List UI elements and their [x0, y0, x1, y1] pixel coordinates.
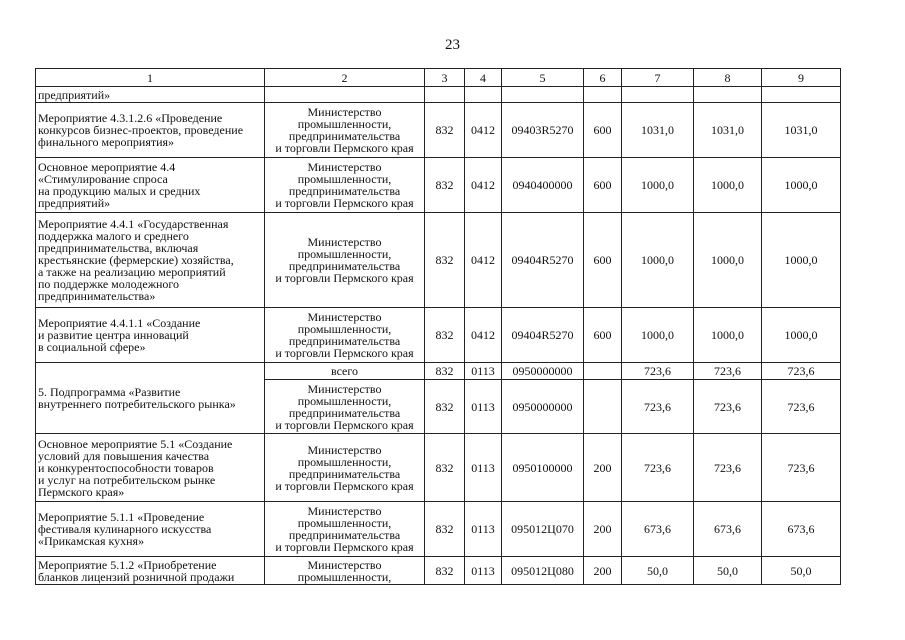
cell-c4: 0113 — [465, 434, 502, 502]
cell-c5: 09404R5270 — [502, 213, 584, 308]
cell-c5: 0940400000 — [502, 158, 584, 213]
cell-c8: 50,0 — [694, 557, 762, 585]
cell-c7: 50,0 — [622, 557, 694, 585]
row-name: Мероприятие 5.1.2 «Приобретение бланков лицензий розничной продажи — [38, 557, 235, 584]
cell-c9: 673,6 — [762, 502, 841, 557]
table-row — [36, 434, 841, 502]
col-header: 6 — [584, 69, 622, 87]
row-org: Министерство промышленности, предпринимательства и торговли Пермского края — [275, 504, 414, 554]
header-row — [36, 69, 841, 87]
cell-c5: 095012Ц070 — [502, 502, 584, 557]
cell-c3: 832 — [425, 363, 465, 380]
cell-c3: 832 — [425, 502, 465, 557]
cell-c7: 1000,0 — [622, 158, 694, 213]
cell-c9: 1000,0 — [762, 213, 841, 308]
cell-c7: 673,6 — [622, 502, 694, 557]
cell-c6 — [584, 363, 622, 380]
cell-c3: 832 — [425, 308, 465, 363]
col-header: 2 — [265, 69, 425, 87]
cell-c3: 832 — [425, 434, 465, 502]
col-header: 7 — [622, 69, 694, 87]
cell-c3: 832 — [425, 557, 465, 585]
cell-c9: 1000,0 — [762, 158, 841, 213]
row-name: Мероприятие 5.1.1 «Проведение фестиваля кулинарного искусства «Прикамская кухня» — [38, 510, 212, 548]
cell-c5: 0950100000 — [502, 434, 584, 502]
col-header: 5 — [502, 69, 584, 87]
cell-c8: 673,6 — [694, 502, 762, 557]
col-header: 1 — [36, 69, 265, 87]
cell-c5: 0950000000 — [502, 363, 584, 380]
table-row — [36, 557, 841, 585]
row-name: предприятий» — [36, 87, 265, 103]
cell-c7: 1000,0 — [622, 213, 694, 308]
cell-c6: 600 — [584, 308, 622, 363]
cell-c6 — [584, 380, 622, 434]
row-name: Основное мероприятие 4.4 «Стимулирование спроса на продукцию малых и средних предприятий» — [38, 160, 201, 210]
cell-c4: 0412 — [465, 103, 502, 158]
cell-c3: 832 — [425, 158, 465, 213]
cell-c3: 832 — [425, 213, 465, 308]
cell-c8: 1031,0 — [694, 103, 762, 158]
row-org: Министерство промышленности, предпринимательства и торговли Пермского края — [275, 160, 414, 210]
col-header: 4 — [465, 69, 502, 87]
row-org: Министерство промышленности, предпринимательства и торговли Пермского края — [275, 105, 414, 155]
cell-c4: 0113 — [465, 380, 502, 434]
cell-c5: 09403R5270 — [502, 103, 584, 158]
col-header: 3 — [425, 69, 465, 87]
table-row — [36, 213, 841, 308]
cell-c7: 723,6 — [622, 434, 694, 502]
cell-c8: 1000,0 — [694, 308, 762, 363]
cell-c6: 600 — [584, 103, 622, 158]
cell-c5: 09404R5270 — [502, 308, 584, 363]
cell-c9: 1000,0 — [762, 308, 841, 363]
cell-c7: 1000,0 — [622, 308, 694, 363]
cell-c5: 0950000000 — [502, 380, 584, 434]
cell-c6: 600 — [584, 213, 622, 308]
cell-c8: 1000,0 — [694, 213, 762, 308]
budget-table — [35, 68, 841, 585]
cell-c8: 723,6 — [694, 380, 762, 434]
table-row — [36, 363, 841, 380]
table-row — [36, 308, 841, 363]
cell-c4: 0113 — [465, 502, 502, 557]
cell-c6: 600 — [584, 158, 622, 213]
table-row — [36, 502, 841, 557]
cell-c7: 723,6 — [622, 363, 694, 380]
row-org: Министерство промышленности, — [297, 557, 392, 584]
row-name: Основное мероприятие 5.1 «Создание условий для повышения качества и конкурентоспособности товаров и услуг на потребительском рынке Пермского края» — [38, 436, 233, 499]
cell-c4: 0113 — [465, 557, 502, 585]
row-org: Министерство промышленности, предпринимательства и торговли Пермского края — [275, 310, 414, 360]
cell-c7: 723,6 — [622, 380, 694, 434]
cell-c4: 0113 — [465, 363, 502, 380]
cell-c4: 0412 — [465, 213, 502, 308]
cell-c9: 1031,0 — [762, 103, 841, 158]
cell-c9: 723,6 — [762, 434, 841, 502]
cell-c9: 723,6 — [762, 363, 841, 380]
row-org: Министерство промышленности, предпринимательства и торговли Пермского края — [275, 442, 414, 493]
cell-c3: 832 — [425, 380, 465, 434]
row-org: Министерство промышленности, предпринимательства и торговли Пермского края — [275, 235, 414, 285]
subprogram-name: 5. Подпрограмма «Развитие внутреннего потребительского рынка» — [38, 385, 236, 411]
cell-c4: 0412 — [465, 158, 502, 213]
cell-c4: 0412 — [465, 308, 502, 363]
row-name: Мероприятие 4.3.1.2.6 «Проведение конкурсов бизнес-проектов, проведение финального мероприятия» — [38, 111, 244, 149]
page-number: 23 — [445, 37, 460, 53]
col-header: 8 — [694, 69, 762, 87]
row-name: Мероприятие 4.4.1 «Государственная поддержка малого и среднего предпринимательства, включая крестьянские (фермерские) хозяйства, а также на реализацию мероприятий по поддержке молодежного предпринимательства» — [38, 217, 234, 303]
table-row — [36, 103, 841, 158]
cell-c6: 200 — [584, 502, 622, 557]
cell-c8: 723,6 — [694, 434, 762, 502]
cell-c7: 1031,0 — [622, 103, 694, 158]
col-header: 9 — [762, 69, 841, 87]
table-row — [36, 87, 841, 103]
cell-c5: 095012Ц080 — [502, 557, 584, 585]
cell-c3: 832 — [425, 103, 465, 158]
row-name: Мероприятие 4.4.1.1 «Создание и развитие центра инноваций в социальной сфере» — [38, 316, 201, 354]
cell-c6: 200 — [584, 557, 622, 585]
cell-c8: 1000,0 — [694, 158, 762, 213]
cell-c9: 723,6 — [762, 380, 841, 434]
row-org: Министерство промышленности, предпринимательства и торговли Пермского края — [275, 381, 414, 432]
cell-c8: 723,6 — [694, 363, 762, 380]
cell-c9: 50,0 — [762, 557, 841, 585]
table-row — [36, 158, 841, 213]
cell-c6: 200 — [584, 434, 622, 502]
row-org: всего — [265, 363, 425, 380]
